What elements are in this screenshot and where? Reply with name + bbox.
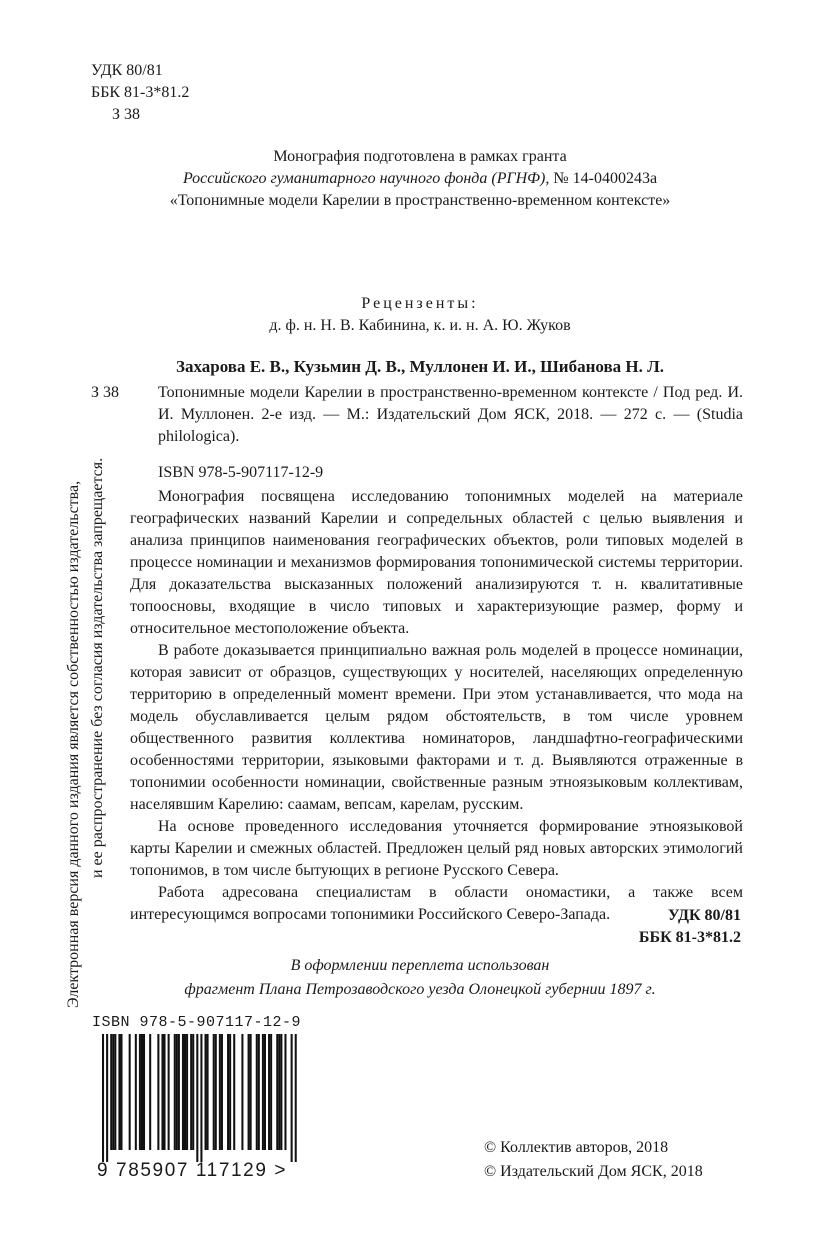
barcode-bar bbox=[264, 1034, 266, 1150]
reviewers-block bbox=[100, 293, 740, 337]
barcode-bar bbox=[248, 1034, 250, 1150]
grant-line-3: «Топонимные модели Карелии в пространственно-временном контексте» bbox=[169, 192, 671, 209]
barcode-bar bbox=[110, 1034, 112, 1150]
grant-number: , № 14-0400243а bbox=[545, 170, 658, 187]
barcode-digits: 9 785907 117129 > bbox=[97, 1160, 288, 1181]
reviewers-heading: Рецензенты: bbox=[361, 295, 479, 312]
barcode-bar bbox=[280, 1034, 282, 1150]
barcode-bar bbox=[233, 1034, 235, 1150]
barcode-bar bbox=[190, 1034, 192, 1150]
author-mark: З 38 bbox=[112, 106, 141, 123]
grant-line-1: Монография подготовлена в рамках гранта bbox=[273, 148, 567, 165]
barcode-bar bbox=[157, 1034, 159, 1150]
grant-fund: Российского гуманитарного научного фонда (РГНФ) bbox=[182, 170, 546, 187]
barcode-bar bbox=[241, 1034, 243, 1150]
barcode-bar bbox=[192, 1034, 194, 1150]
abstract-paragraph-1: Монография посвящена исследованию топонимных моделей на материале географических названий Карелии и сопредельных областей с целью выявления и анализа принципов наименования географических объектов, роли типовых моделей в процессе номинации и механизмов формирования топонимической системы территории. Для доказательства высказанных положений анализируются т. н. квалитативные топоосновы, входящие в число типовых и характеризующие размер, форму и относительное местоположение объекта. bbox=[130, 488, 743, 637]
barcode-isbn-text: ISBN 978-5-907117-12-9 bbox=[92, 1014, 302, 1031]
barcode-bar bbox=[106, 1034, 108, 1162]
barcode-bar bbox=[149, 1034, 151, 1150]
barcode-bar bbox=[227, 1034, 229, 1150]
barcode-bar bbox=[112, 1034, 114, 1150]
barcode-bar bbox=[278, 1034, 280, 1150]
isbn-barcode bbox=[102, 1034, 302, 1162]
reviewers-names: д. ф. н. Н. В. Кабинина, к. и. н. А. Ю. Жуков bbox=[269, 317, 571, 334]
barcode-bar bbox=[139, 1034, 141, 1150]
abstract-paragraph-4: Работа адресована специалистам в области ономастики, а также всем интересующимся вопросами топонимики Российского Северо-Запада. bbox=[130, 884, 743, 923]
barcode-bar bbox=[284, 1034, 286, 1150]
barcode-bar bbox=[219, 1034, 221, 1150]
barcode-bar bbox=[186, 1034, 188, 1150]
barcode-bar bbox=[141, 1034, 143, 1150]
udk-bottom-block bbox=[639, 905, 741, 949]
cover-note bbox=[100, 954, 740, 1002]
barcode-bar bbox=[205, 1034, 207, 1150]
barcode-bar bbox=[295, 1034, 297, 1162]
barcode-bar bbox=[143, 1034, 145, 1150]
barcode-bar bbox=[207, 1034, 209, 1150]
copyright-authors: © Коллектив авторов, 2018 bbox=[484, 1139, 669, 1156]
grant-note bbox=[100, 146, 740, 212]
barcode-bar bbox=[118, 1034, 120, 1150]
barcode-bar bbox=[250, 1034, 252, 1150]
grant-line-2 bbox=[100, 168, 740, 190]
barcode-bar bbox=[268, 1034, 270, 1150]
barcode-bar bbox=[174, 1034, 176, 1150]
barcode-bar bbox=[182, 1034, 184, 1150]
barcode-bar bbox=[184, 1034, 186, 1150]
barcode-bar bbox=[120, 1034, 122, 1150]
barcode-bar bbox=[129, 1034, 131, 1150]
barcode-bar bbox=[256, 1034, 258, 1150]
bbk-bottom-code: ББК 81-3*81.2 bbox=[638, 929, 741, 946]
bibliographic-entry: Топонимные модели Карелии в пространственно-временном контексте / Под ред. И. И. Муллонен. 2-е изд. — М.: Издательский Дом ЯСК, 2018. — 272 с. — (Studia philologica). bbox=[158, 384, 743, 445]
copyright-block bbox=[484, 1137, 703, 1185]
barcode-bar bbox=[213, 1034, 215, 1150]
barcode-bar bbox=[102, 1034, 104, 1162]
abstract bbox=[130, 486, 743, 926]
barcode-bar bbox=[178, 1034, 180, 1150]
barcode-bar bbox=[114, 1034, 116, 1150]
authors-line: Захарова Е. В., Кузьмин Д. В., Муллонен И. И., Шибанова Н. Л. bbox=[175, 357, 665, 376]
vertical-notice-line-1: Электронная версия данного издания является собственностью издательства, bbox=[65, 480, 82, 1008]
barcode-bar bbox=[229, 1034, 231, 1150]
barcode-bar bbox=[196, 1034, 198, 1162]
barcode-bar bbox=[200, 1034, 202, 1162]
barcode-bar bbox=[164, 1034, 166, 1150]
bbk-code: ББК 81-3*81.2 bbox=[91, 84, 190, 101]
barcode-bar bbox=[168, 1034, 170, 1150]
udk-code: УДК 80/81 bbox=[91, 62, 163, 79]
barcode-bar bbox=[176, 1034, 178, 1150]
barcode-bar bbox=[258, 1034, 260, 1150]
barcode-bar bbox=[291, 1034, 293, 1162]
copyright-publisher: © Издательский Дом ЯСК, 2018 bbox=[484, 1163, 703, 1180]
isbn-line: ISBN 978-5-907117-12-9 bbox=[158, 464, 324, 481]
copyright-notice-vertical bbox=[62, 388, 110, 1008]
cover-note-line-2: фрагмент Плана Петрозаводского уезда Олонецкой губернии 1897 г. bbox=[184, 981, 656, 998]
udk-bottom-code: УДК 80/81 bbox=[667, 907, 741, 924]
catalog-code: З 38 bbox=[91, 384, 120, 401]
vertical-notice-line-2: и ее распространение без согласия издательства запрещается. bbox=[89, 457, 106, 878]
cover-note-line-1: В оформлении переплета использован bbox=[290, 957, 550, 974]
barcode-bar bbox=[276, 1034, 278, 1150]
abstract-paragraph-3: На основе проведенного исследования уточняется формирование этноязыковой карты Карелии и смежных областей. Предложен целый ряд новых авторских этимологий топонимов, в том числе бытующих в регионе Русского Севера. bbox=[130, 818, 743, 879]
barcode-bar bbox=[262, 1034, 264, 1150]
abstract-paragraph-2: В работе доказывается принципиально важная роль моделей в процессе номинации, которая зависит от образцов, существующих у носителей, населяющих определенную территорию в определенный момент времени. При этом устанавливается, что мода на модель обуславливается целым рядом обстоятельств, в том числе уровнем общественного развития коллектива номинаторов, ландшафтно-географическими особенностями территории, языковыми факторами и т. д. Выявляются отраженные в топонимии особенности номинации, свойственные разным этноязыковым коллективам, населявшим Карелию: саамам, вепсам, карелам, русским. bbox=[130, 642, 743, 813]
barcode-bar bbox=[215, 1034, 217, 1150]
classification-block bbox=[91, 60, 189, 126]
barcode-bar bbox=[270, 1034, 272, 1150]
barcode-bar bbox=[135, 1034, 137, 1150]
barcode-bar bbox=[221, 1034, 223, 1150]
barcode-bar bbox=[161, 1034, 163, 1150]
